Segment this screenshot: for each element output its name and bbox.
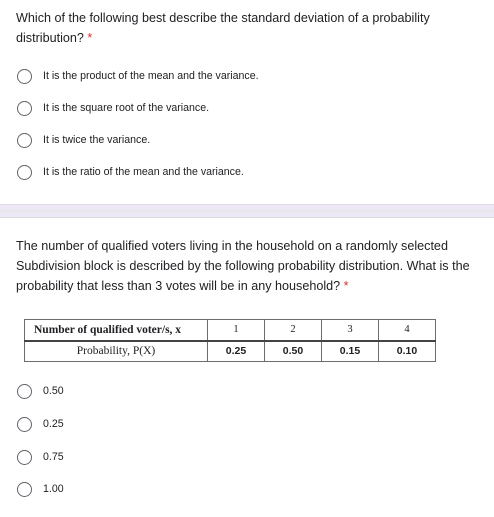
required-asterisk: * — [87, 31, 93, 45]
radio-button[interactable] — [17, 450, 32, 465]
question-card-1 — [0, 0, 494, 204]
radio-button[interactable] — [17, 384, 32, 399]
table-cell: 0.25 — [208, 341, 265, 362]
radio-option[interactable] — [17, 447, 64, 467]
table-row — [25, 320, 436, 341]
table-cell: 0.10 — [379, 341, 436, 362]
radio-option[interactable] — [17, 130, 150, 150]
radio-option[interactable] — [17, 479, 64, 499]
option-label: It is the square root of the variance. — [43, 102, 210, 114]
card-separator — [0, 204, 494, 218]
option-label: 1.00 — [43, 483, 64, 495]
radio-option[interactable] — [17, 162, 244, 182]
option-label: 0.75 — [43, 451, 64, 463]
question-title — [16, 236, 481, 296]
table-header-x: Number of qualified voter/s, x — [25, 320, 208, 341]
option-label: It is the product of the mean and the variance. — [43, 70, 259, 82]
radio-button[interactable] — [17, 482, 32, 497]
option-label: 0.50 — [43, 385, 64, 397]
table-cell: 2 — [265, 320, 322, 341]
divider — [0, 204, 494, 205]
radio-option[interactable] — [17, 66, 259, 86]
option-label: 0.25 — [43, 418, 64, 430]
radio-option[interactable] — [17, 381, 64, 401]
radio-button[interactable] — [17, 417, 32, 432]
table-cell: 0.15 — [322, 341, 379, 362]
radio-button[interactable] — [17, 133, 32, 148]
table-header-p: Probability, P(X) — [25, 341, 208, 362]
option-label: It is the ratio of the mean and the variance. — [43, 166, 244, 178]
radio-button[interactable] — [17, 165, 32, 180]
table-cell: 1 — [208, 320, 265, 341]
table-cell: 0.50 — [265, 341, 322, 362]
question-text: Which of the following best describe the standard deviation of a probability distribution? — [16, 11, 430, 45]
question-title — [16, 8, 476, 48]
table-cell: 4 — [379, 320, 436, 341]
question-text: The number of qualified voters living in the household on a randomly selected Subdivision block is described by the following probability distribution. What is the probability that less than 3 votes will be in any household? — [16, 239, 470, 293]
required-asterisk: * — [343, 279, 349, 293]
radio-button[interactable] — [17, 101, 32, 116]
table-row — [25, 341, 436, 362]
radio-option[interactable] — [17, 98, 209, 118]
table-cell: 3 — [322, 320, 379, 341]
radio-button[interactable] — [17, 69, 32, 84]
probability-table — [24, 319, 436, 362]
radio-option[interactable] — [17, 414, 64, 434]
option-label: It is twice the variance. — [43, 134, 151, 146]
